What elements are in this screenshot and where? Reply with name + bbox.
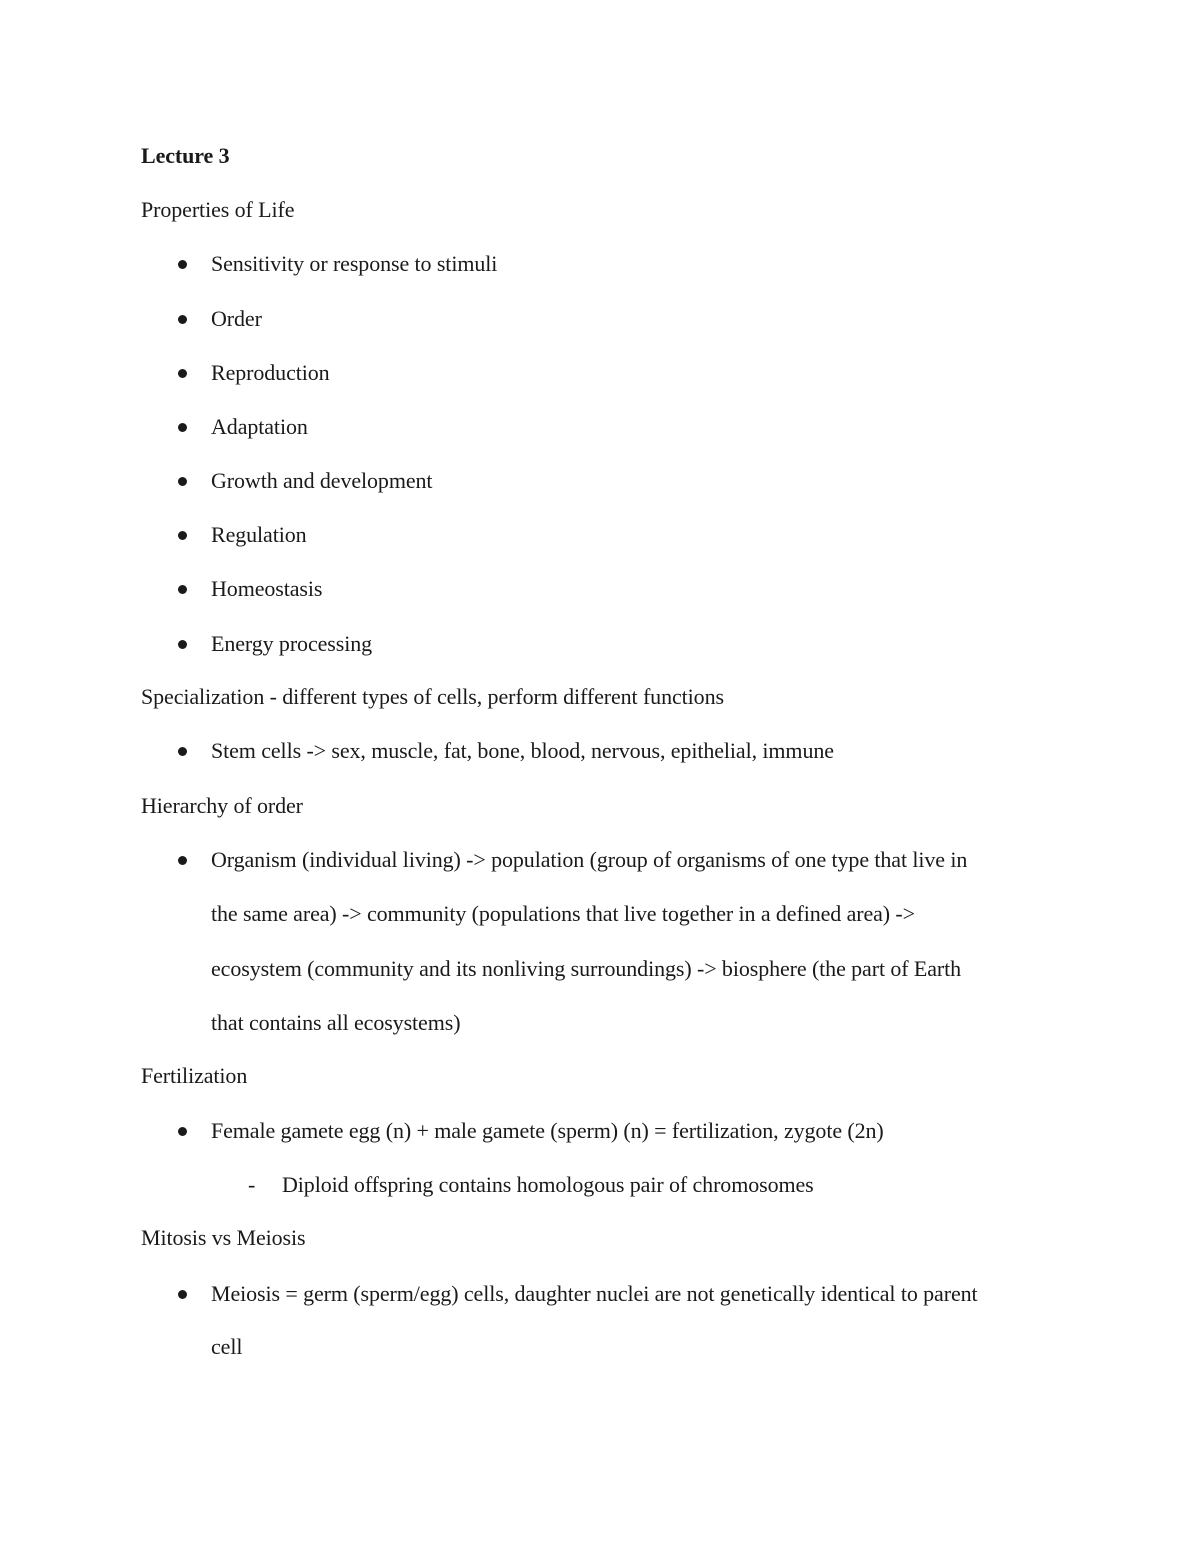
list-item: Energy processing xyxy=(211,631,373,656)
list-item: Adaptation xyxy=(211,414,308,439)
list-item: Regulation xyxy=(211,522,307,547)
list-item: Stem cells -> sex, muscle, fat, bone, blood, nervous, epithelial, immune xyxy=(211,738,834,763)
list-item-line: that contains all ecosystems) xyxy=(211,1010,461,1035)
list-item-line: Meiosis = germ (sperm/egg) cells, daughter nuclei are not genetically identical to parent xyxy=(211,1281,978,1306)
list-item: Order xyxy=(211,306,262,331)
list-item: Female gamete egg (n) + male gamete (sperm) (n) = fertilization, zygote (2n) xyxy=(211,1118,884,1143)
bullet-icon xyxy=(178,369,187,378)
list-item-line: cell xyxy=(211,1334,243,1359)
bullet-icon xyxy=(178,315,187,324)
list-item: Reproduction xyxy=(211,360,330,385)
dash-marker: - xyxy=(248,1172,256,1197)
list-item: Sensitivity or response to stimuli xyxy=(211,251,498,276)
list-item: Growth and development xyxy=(211,468,433,493)
page-title: Lecture 3 xyxy=(141,143,230,168)
heading-specialization: Specialization - different types of cells, perform different functions xyxy=(141,684,724,709)
list-item: Homeostasis xyxy=(211,576,323,601)
heading-hierarchy-of-order: Hierarchy of order xyxy=(141,793,303,818)
bullet-icon xyxy=(178,423,187,432)
list-item-line: Organism (individual living) -> population (group of organisms of one type that live in xyxy=(211,847,968,872)
bullet-icon xyxy=(178,260,187,269)
list-item-line: ecosystem (community and its nonliving surroundings) -> biosphere (the part of Earth xyxy=(211,956,962,981)
bullet-icon xyxy=(178,1290,187,1299)
list-item-line: the same area) -> community (populations that live together in a defined area) -> xyxy=(211,901,915,926)
bullet-icon xyxy=(178,585,187,594)
bullet-icon xyxy=(178,640,187,649)
heading-properties-of-life: Properties of Life xyxy=(141,197,295,222)
sub-list-item: Diploid offspring contains homologous pair of chromosomes xyxy=(282,1172,814,1197)
bullet-icon xyxy=(178,477,187,486)
bullet-icon xyxy=(178,1127,187,1136)
heading-fertilization: Fertilization xyxy=(141,1063,248,1088)
bullet-icon xyxy=(178,856,187,865)
bullet-icon xyxy=(178,747,187,756)
bullet-icon xyxy=(178,531,187,540)
heading-mitosis-vs-meiosis: Mitosis vs Meiosis xyxy=(141,1225,306,1250)
